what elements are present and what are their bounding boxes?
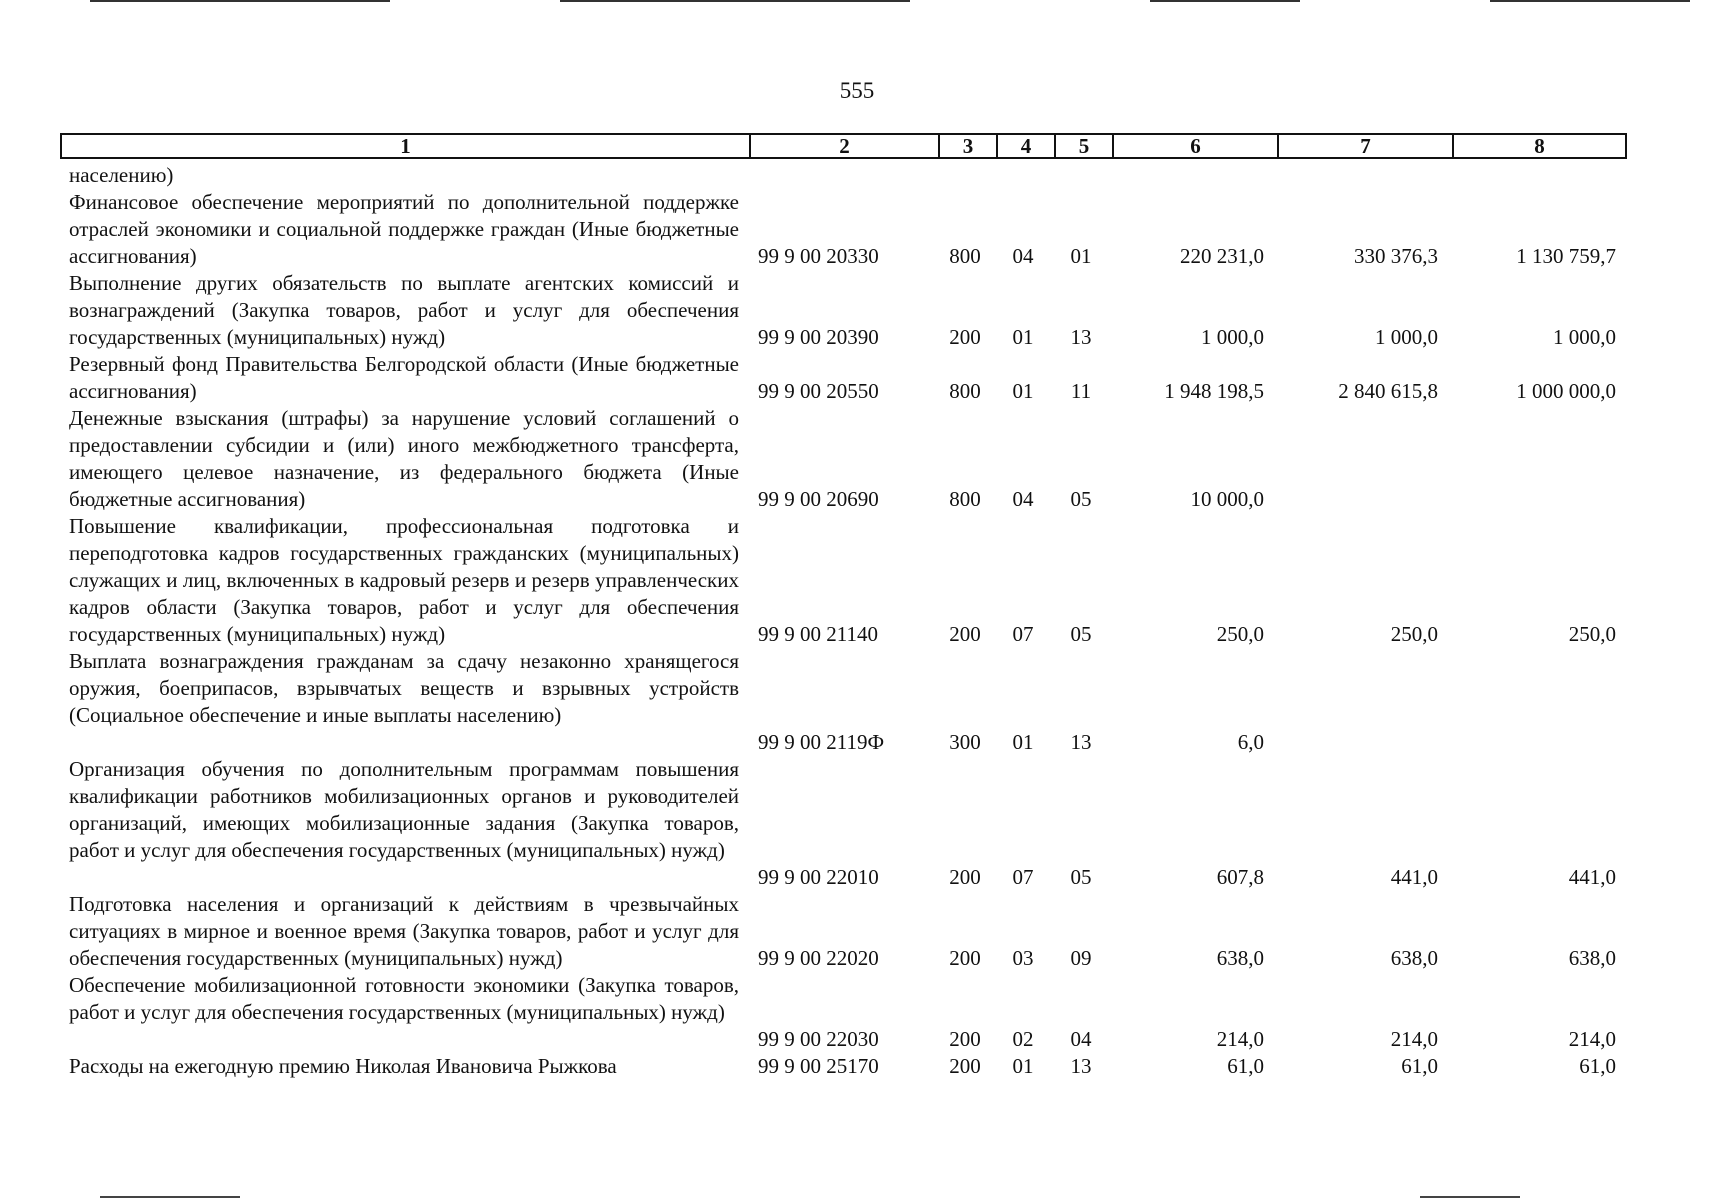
table-header <box>60 133 1627 159</box>
amount-col6: 61,0 <box>1227 1054 1264 1078</box>
scan-edge-top-3 <box>1150 0 1300 2</box>
amount-col6: 6,0 <box>1237 730 1264 754</box>
section: 01 <box>1012 1054 1034 1078</box>
subsection: 13 <box>1070 730 1092 754</box>
table-row <box>0 756 1714 891</box>
expense-type: 200 <box>949 946 981 970</box>
row-description: Резервный фонд Правительства Белгородской области (Иные бюджетные ассигнования) <box>69 352 739 403</box>
column-header: 4 <box>998 135 1056 157</box>
amount-col7: 638,0 <box>1390 946 1438 970</box>
amount-col7: 330 376,3 <box>1354 244 1438 268</box>
expense-type: 200 <box>949 622 981 646</box>
amount-col7: 214,0 <box>1390 1027 1438 1051</box>
amount-col7: 61,0 <box>1401 1054 1438 1078</box>
table-row <box>0 891 1714 972</box>
scan-edge-bottom-2 <box>1420 1196 1520 1198</box>
budget-code: 99 9 00 21140 <box>758 622 878 646</box>
table-row <box>0 972 1714 1053</box>
table-row <box>0 405 1714 513</box>
budget-code: 99 9 00 2119Ф <box>758 730 885 754</box>
table-row <box>0 513 1714 648</box>
amount-col7: 2 840 615,8 <box>1338 379 1438 403</box>
row-description: населению) <box>69 163 174 187</box>
scan-edge-top-4 <box>1490 0 1690 2</box>
column-header: 2 <box>751 135 940 157</box>
expense-type: 200 <box>949 865 981 889</box>
row-description: Подготовка населения и организаций к действиям в чрезвычайных ситуациях в мирное и военное время (Закупка товаров, работ и услуг для обеспечения государственных (муниципальных) нужд) <box>69 892 739 970</box>
amount-col7: 250,0 <box>1390 622 1438 646</box>
amount-col8: 61,0 <box>1579 1054 1616 1078</box>
budget-code: 99 9 00 20390 <box>758 325 879 349</box>
row-description: Выплата вознаграждения гражданам за сдачу незаконно хранящегося оружия, боеприпасов, взрывчатых веществ и взрывных устройств (Социальное обеспечение и иные выплаты населению) <box>69 649 739 727</box>
amount-col8: 1 130 759,7 <box>1516 244 1616 268</box>
subsection: 05 <box>1070 622 1092 646</box>
section: 03 <box>1012 946 1034 970</box>
scan-edge-top-1 <box>90 0 390 2</box>
amount-col6: 1 948 198,5 <box>1164 379 1264 403</box>
scan-edge-top-2 <box>560 0 910 2</box>
amount-col6: 250,0 <box>1216 622 1264 646</box>
section: 04 <box>1012 487 1034 511</box>
budget-code: 99 9 00 22020 <box>758 946 879 970</box>
budget-code: 99 9 00 20550 <box>758 379 879 403</box>
section: 04 <box>1012 244 1034 268</box>
scan-edge-bottom-1 <box>100 1196 240 1198</box>
subsection: 13 <box>1070 1054 1092 1078</box>
table-row <box>0 1053 1714 1080</box>
column-header: 3 <box>940 135 998 157</box>
amount-col8: 250,0 <box>1568 622 1616 646</box>
column-header: 5 <box>1056 135 1114 157</box>
expense-type: 800 <box>949 244 981 268</box>
expense-type: 200 <box>949 1027 981 1051</box>
column-header: 1 <box>62 135 751 157</box>
table-row <box>0 648 1714 756</box>
section: 01 <box>1012 325 1034 349</box>
table-row <box>0 351 1714 405</box>
amount-col6: 638,0 <box>1216 946 1264 970</box>
amount-col8: 1 000 000,0 <box>1516 379 1616 403</box>
subsection: 05 <box>1070 865 1092 889</box>
budget-code: 99 9 00 20330 <box>758 244 879 268</box>
subsection: 04 <box>1070 1027 1092 1051</box>
amount-col6: 220 231,0 <box>1180 244 1264 268</box>
table-body <box>0 162 1714 1080</box>
row-description: Организация обучения по дополнительным программам повышения квалификации работников мобилизационных органов и руководителей организаций, имеющих мобилизационные задания (Закупка товаров, работ и услуг для обеспечения государственных (муниципальных) нужд) <box>69 757 739 862</box>
expense-type: 800 <box>949 379 981 403</box>
row-description: Расходы на ежегодную премию Николая Ивановича Рыжкова <box>69 1054 617 1078</box>
row-description: Денежные взыскания (штрафы) за нарушение условий соглашений о предоставлении субсидии и (или) иного межбюджетного трансферта, имеющего целевое назначение, из федерального бюджета (Иные бюджетные ассигнования) <box>69 406 739 511</box>
table-row <box>0 162 1714 189</box>
amount-col6: 214,0 <box>1216 1027 1264 1051</box>
row-description: Финансовое обеспечение мероприятий по дополнительной поддержке отраслей экономики и социальной поддержке граждан (Иные бюджетные ассигнования) <box>69 190 739 268</box>
table-row <box>0 189 1714 270</box>
section: 02 <box>1012 1027 1034 1051</box>
column-header: 7 <box>1279 135 1454 157</box>
budget-code: 99 9 00 22030 <box>758 1027 879 1051</box>
amount-col8: 441,0 <box>1568 865 1616 889</box>
column-header: 6 <box>1114 135 1279 157</box>
expense-type: 300 <box>949 730 981 754</box>
page-number: 555 <box>839 78 875 103</box>
subsection: 11 <box>1070 379 1092 403</box>
budget-code: 99 9 00 22010 <box>758 865 879 889</box>
column-header: 8 <box>1534 134 1545 158</box>
section: 01 <box>1012 730 1034 754</box>
expense-type: 200 <box>949 1054 981 1078</box>
table-row <box>0 270 1714 351</box>
budget-code: 99 9 00 25170 <box>758 1054 879 1078</box>
amount-col7: 441,0 <box>1390 865 1438 889</box>
amount-col8: 638,0 <box>1568 946 1616 970</box>
subsection: 05 <box>1070 487 1092 511</box>
budget-code: 99 9 00 20690 <box>758 487 879 511</box>
subsection: 01 <box>1070 244 1092 268</box>
amount-col6: 1 000,0 <box>1201 325 1264 349</box>
amount-col7: 1 000,0 <box>1375 325 1438 349</box>
expense-type: 800 <box>949 487 981 511</box>
subsection: 13 <box>1070 325 1092 349</box>
row-description: Повышение квалификации, профессиональная подготовка и переподготовка кадров государственных гражданских (муниципальных) служащих и лиц, включенных в кадровый резерв и резерв управленческих кадров области (Закупка товаров, работ и услуг для обеспечения государственных (муниципальных) нужд) <box>69 514 739 646</box>
section: 07 <box>1012 622 1034 646</box>
expense-type: 200 <box>949 325 981 349</box>
amount-col8: 1 000,0 <box>1553 325 1616 349</box>
section: 07 <box>1012 865 1034 889</box>
amount-col8: 214,0 <box>1568 1027 1616 1051</box>
amount-col6: 10 000,0 <box>1190 487 1264 511</box>
row-description: Обеспечение мобилизационной готовности экономики (Закупка товаров, работ и услуг для обеспечения государственных (муниципальных) нужд) <box>69 973 739 1024</box>
amount-col6: 607,8 <box>1216 865 1264 889</box>
subsection: 09 <box>1070 946 1092 970</box>
section: 01 <box>1012 379 1034 403</box>
row-description: Выполнение других обязательств по выплате агентских комиссий и вознаграждений (Закупка товаров, работ и услуг для обеспечения государственных (муниципальных) нужд) <box>69 271 739 349</box>
